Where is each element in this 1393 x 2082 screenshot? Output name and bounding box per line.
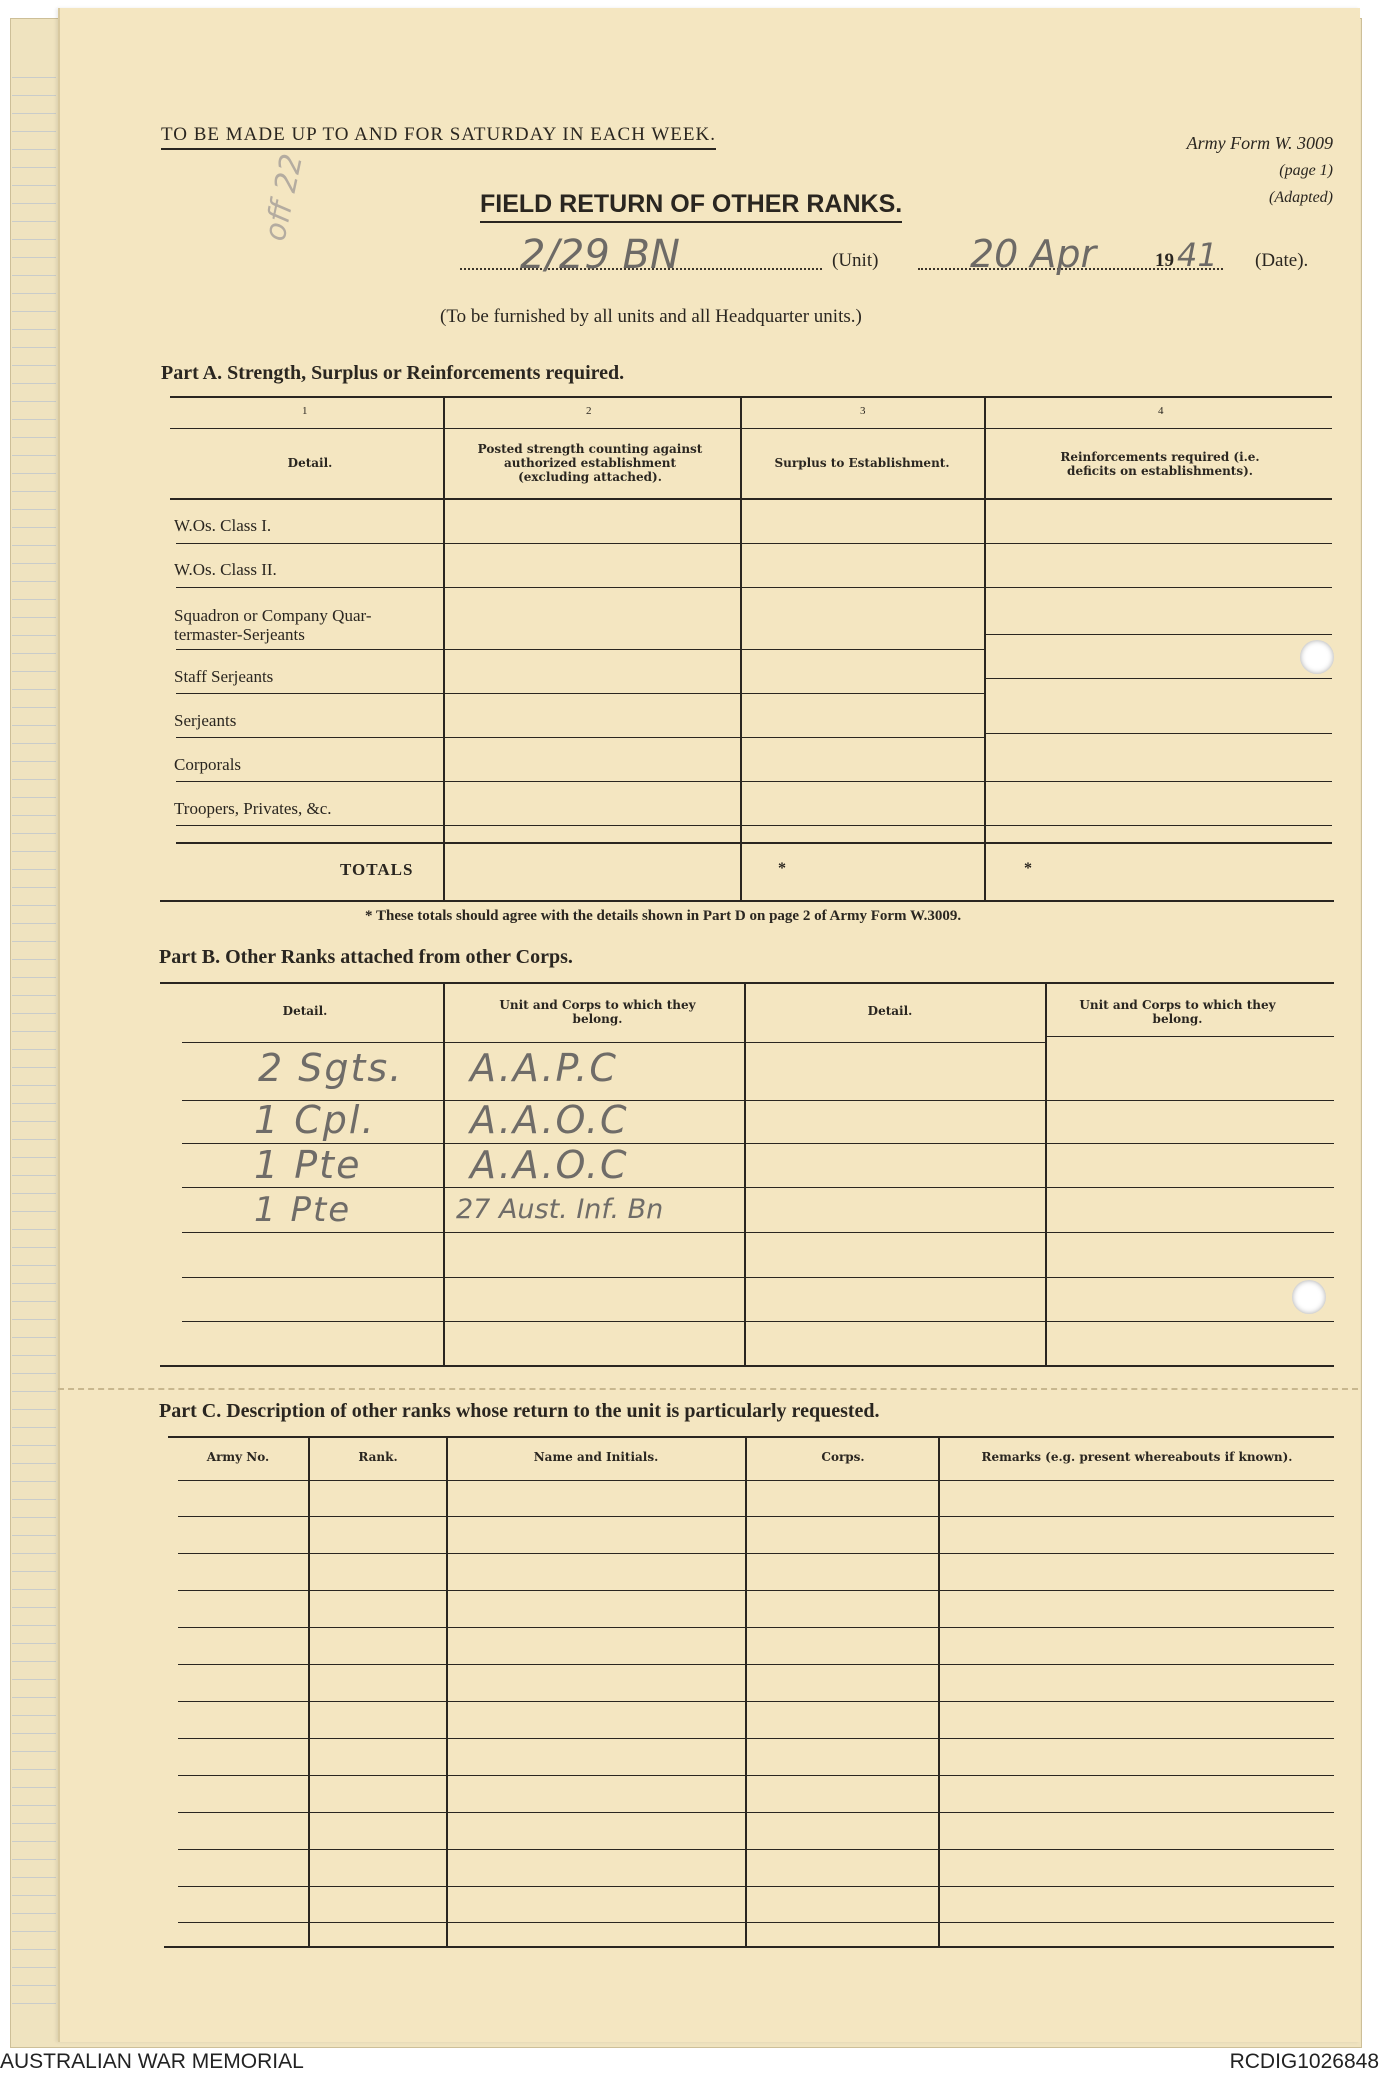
part-b-col-detail-1: Detail. xyxy=(282,1004,328,1018)
unit-label: (Unit) xyxy=(832,250,879,271)
part-b-rule xyxy=(182,1232,1334,1233)
part-b-divider-3 xyxy=(1045,982,1047,1365)
form-number-label: Army Form W. 3009 xyxy=(1186,133,1333,153)
part-c-divider-4 xyxy=(938,1436,940,1946)
lined-paper-edge xyxy=(12,60,56,2020)
col-number-4: 4 xyxy=(1158,405,1164,417)
row-rule xyxy=(176,825,1332,826)
totals-footnote: * These totals should agree with the details shown in Part D on page 2 of Army Form W.3009. xyxy=(365,908,962,924)
row-wo-class-1: W.Os. Class I. xyxy=(174,516,272,535)
row-serjeants: Serjeants xyxy=(174,711,237,730)
part-c-bottom-rule xyxy=(164,1946,1334,1948)
form-adapted-label: (Adapted) xyxy=(1269,189,1333,206)
part-b-rule xyxy=(182,1042,1045,1043)
part-c-col-rank: Rank. xyxy=(358,1450,398,1464)
attached-unit: A.A.O.C xyxy=(470,1143,629,1187)
part-c-rule xyxy=(178,1738,1334,1739)
part-c-divider-2 xyxy=(446,1436,448,1946)
part-b-rule xyxy=(182,1321,1334,1322)
part-c-rule xyxy=(178,1480,1334,1481)
part-b-bottom-rule xyxy=(160,1365,1334,1367)
subtitle: (To be furnished by all units and all Headquarter units.) xyxy=(440,306,862,327)
part-c-col-army-no: Army No. xyxy=(206,1450,270,1464)
part-a-col-surplus: Surplus to Establishment. xyxy=(774,456,950,470)
year-value: 41 xyxy=(1177,236,1218,274)
row-cqms: Squadron or Company Quar- termaster-Serjeants xyxy=(174,606,372,644)
row-rule xyxy=(984,678,1332,679)
part-c-col-name: Name and Initials. xyxy=(533,1450,659,1464)
part-c-divider-3 xyxy=(745,1436,747,1946)
form-number xyxy=(1187,130,1333,211)
part-b-heading: Part B. Other Ranks attached from other Corps. xyxy=(159,946,573,968)
row-wo-class-2: W.Os. Class II. xyxy=(174,560,277,579)
page-title: FIELD RETURN OF OTHER RANKS. xyxy=(480,190,902,223)
punch-hole xyxy=(1300,640,1334,674)
attached-detail: 1 Cpl. xyxy=(254,1098,376,1142)
row-rule xyxy=(176,737,986,738)
attached-unit: 27 Aust. Inf. Bn xyxy=(456,1194,664,1225)
part-b-col-unit-1: Unit and Corps to which they belong. xyxy=(499,998,696,1026)
part-a-col-reinforcements: Reinforcements required (i.e. deficits on establishments). xyxy=(1060,450,1260,478)
attached-unit: A.A.O.C xyxy=(470,1098,629,1142)
attached-unit: A.A.P.C xyxy=(470,1046,618,1090)
row-corporals: Corporals xyxy=(174,755,242,774)
part-c-rule xyxy=(178,1922,1334,1923)
attached-detail: 2 Sgts. xyxy=(258,1046,404,1090)
part-c-rule xyxy=(178,1812,1334,1813)
part-c-rule xyxy=(178,1701,1334,1702)
part-c-rule xyxy=(178,1886,1334,1887)
part-c-rule xyxy=(178,1627,1334,1628)
attached-detail: 1 Pte xyxy=(254,1143,362,1187)
unit-value: 2/29 BN xyxy=(520,232,680,278)
instruction-line: TO BE MADE UP TO AND FOR SATURDAY IN EACH WEEK. xyxy=(161,124,716,150)
form-page-label: (page 1) xyxy=(1279,162,1333,179)
year-prefix: 19 xyxy=(1155,250,1174,271)
part-c-rule xyxy=(178,1849,1334,1850)
part-a-top-rule xyxy=(170,396,1332,398)
row-rule xyxy=(176,649,986,650)
part-c-col-remarks: Remarks (e.g. present whereabouts if known). xyxy=(981,1450,1293,1464)
row-staff-serjeants: Staff Serjeants xyxy=(174,667,274,686)
part-b-rule xyxy=(1045,1036,1334,1037)
part-c-rule xyxy=(178,1664,1334,1665)
part-b-col-detail-2: Detail. xyxy=(867,1004,913,1018)
part-b-col-unit-2: Unit and Corps to which they belong. xyxy=(1079,998,1276,1026)
pencil-margin-note: off 22 xyxy=(257,150,311,245)
row-rule xyxy=(176,543,1332,544)
unit-date-row xyxy=(460,232,1330,280)
row-rule xyxy=(176,693,986,694)
part-c-rule xyxy=(178,1590,1334,1591)
part-c-col-corps: Corps. xyxy=(821,1450,865,1464)
part-b-top-rule xyxy=(160,982,1334,984)
reinforcements-total-asterisk: * xyxy=(1024,860,1032,877)
punch-hole xyxy=(1292,1280,1326,1314)
archive-id: RCDIG1026848 xyxy=(1229,2050,1379,2073)
col-number-2: 2 xyxy=(586,405,592,417)
part-a-header-rule xyxy=(170,498,1332,500)
part-b-rule xyxy=(182,1187,1334,1188)
part-c-rule xyxy=(178,1775,1334,1776)
part-c-divider-1 xyxy=(308,1436,310,1946)
part-a-number-rule xyxy=(170,428,1332,429)
row-rule xyxy=(176,781,1332,782)
col-number-1: 1 xyxy=(302,405,308,417)
date-value: 20 Apr xyxy=(970,232,1097,276)
part-c-rule xyxy=(178,1553,1334,1554)
part-a-heading: Part A. Strength, Surplus or Reinforcements required. xyxy=(161,362,625,384)
part-a-col-posted: Posted strength counting against authorized establishment (excluding attached). xyxy=(477,442,703,484)
part-b-divider-2 xyxy=(744,982,746,1365)
attached-detail: 1 Pte xyxy=(254,1190,352,1230)
part-a-col-detail: Detail. xyxy=(287,456,333,470)
row-rule xyxy=(984,733,1332,734)
part-b-divider-1 xyxy=(443,982,445,1365)
row-rule xyxy=(176,587,1332,588)
totals-label: TOTALS xyxy=(340,860,414,879)
part-c-heading: Part C. Description of other ranks whose return to the unit is particularly requested. xyxy=(159,1400,880,1422)
part-a-bottom-rule xyxy=(160,900,1334,902)
row-troopers-privates: Troopers, Privates, &c. xyxy=(174,799,332,818)
archive-credit: AUSTRALIAN WAR MEMORIAL xyxy=(0,2050,304,2073)
part-c-top-rule xyxy=(168,1436,1334,1438)
part-b-rule xyxy=(182,1277,1334,1278)
perforation-line xyxy=(58,1388,1358,1390)
date-label: (Date). xyxy=(1255,250,1309,271)
part-c-rule xyxy=(178,1516,1334,1517)
surplus-total-asterisk: * xyxy=(778,860,786,877)
col-number-3: 3 xyxy=(860,405,866,417)
totals-rule xyxy=(176,842,1332,844)
row-rule xyxy=(984,634,1332,635)
